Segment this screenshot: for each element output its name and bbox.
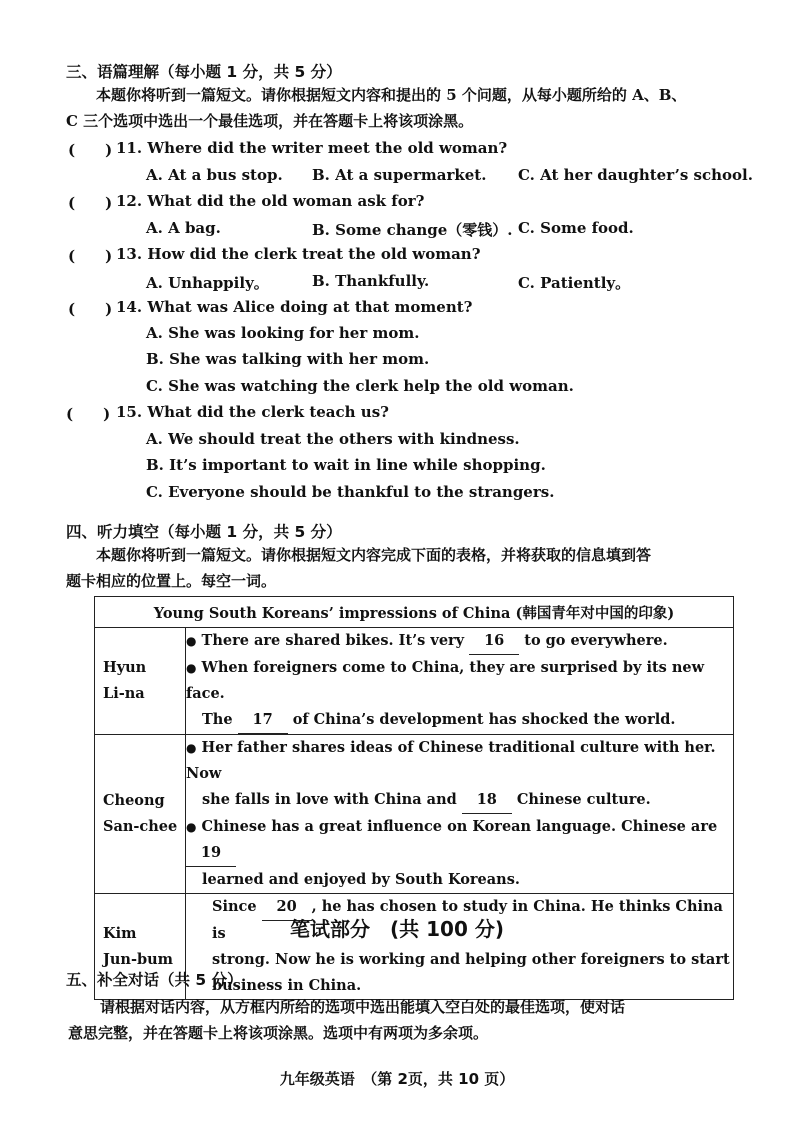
section4-instruction-line2: 题卡相应的位置上。每空一词。 (66, 572, 277, 590)
q12-option-b: B. Some change（零钱）. (312, 221, 513, 239)
bullet-icon: ● (186, 661, 197, 675)
q11-option-c: C. At her daughter’s school. (518, 166, 753, 184)
question-12: 12. What did the old woman ask for? (116, 192, 425, 210)
row2-bullet1-line1: Her father shares ideas of Chinese traditional culture with her. Now (186, 739, 716, 782)
person-name-line2: Jun-bum (103, 950, 173, 968)
section3-title: 三、语篇理解（每小题 1 分，共 5 分） (66, 63, 342, 81)
person-name-line1: Hyun (103, 659, 147, 676)
section5-title: 五、补全对话（共 5 分） (66, 971, 243, 989)
q15-option-b: B. It’s important to wait in line while shopping. (146, 456, 546, 474)
answer-paren-15: ( ) (66, 405, 111, 423)
row2-bullet1-post: Chinese culture. (516, 791, 651, 808)
q11-option-b: B. At a supermarket. (312, 166, 487, 184)
row3-line2: strong. Now he is working and helping other foreigners to start (212, 951, 730, 968)
table-row (95, 735, 734, 894)
q13-option-c: C. Patiently。 (518, 274, 631, 292)
bullet-icon: ● (186, 634, 197, 648)
written-part-title: 笔试部分 (共 100 分) (290, 917, 504, 941)
section3-instruction-line1: 本题你将听到一篇短文。请你根据短文内容和提出的 5 个问题，从每小题所给的 A、B、 (96, 86, 687, 104)
row3-line3: business in China. (212, 977, 362, 994)
person-name-cell (95, 735, 186, 894)
row1-bullet1-post: to go everywhere. (524, 632, 668, 649)
row2-bullet2-pre: Chinese has a great influence on Korean language. Chinese are (201, 818, 718, 835)
section4-title: 四、听力填空（每小题 1 分，共 5 分） (66, 523, 342, 541)
answer-paren-12: ( ) (68, 194, 113, 212)
table-row (95, 628, 734, 735)
row2-bullet2-line2: learned and enjoyed by South Koreans. (202, 871, 520, 888)
row2-bullet1-pre: she falls in love with China and (202, 791, 457, 808)
row1-bullet2-pre: The (202, 711, 233, 728)
q12-option-a: A. A bag. (146, 219, 221, 237)
blank-20: 20 (262, 894, 312, 921)
blank-16: 16 (469, 628, 519, 655)
section5-instruction-line2: 意思完整，并在答题卡上将该项涂黑。选项中有两项为多余项。 (68, 1024, 489, 1042)
bullet-icon: ● (186, 820, 197, 834)
answer-paren-11: ( ) (68, 141, 113, 159)
row1-bullet1-pre: There are shared bikes. It’s very (201, 632, 465, 649)
row3-post: , he has chosen to study in China. He thinks China is (212, 898, 723, 942)
q15-option-a: A. We should treat the others with kindness. (146, 430, 520, 448)
q14-option-b: B. She was talking with her mom. (146, 350, 430, 368)
page-footer: 九年级英语 （第 2页，共 10 页） (279, 1070, 515, 1088)
q11-option-a: A. At a bus stop. (146, 166, 283, 184)
q14-option-c: C. She was watching the clerk help the old woman. (146, 377, 574, 395)
q12-option-c: C. Some food. (518, 219, 634, 237)
q13-option-b: B. Thankfully. (312, 272, 430, 290)
person-name-cell (95, 628, 186, 735)
person-name-line1: Kim (103, 924, 137, 942)
section4-instruction-line1: 本题你将听到一篇短文。请你根据短文内容完成下面的表格，并将获取的信息填到答 (96, 546, 652, 564)
person-name-line2: Li-na (103, 685, 145, 702)
table-header: Young South Koreans’ impressions of China (韩国青年对中国的印象) (95, 597, 734, 628)
blank-18: 18 (462, 787, 512, 814)
blank-17: 17 (238, 707, 288, 734)
q14-option-a: A. She was looking for her mom. (146, 324, 420, 342)
question-14: 14. What was Alice doing at that moment? (116, 298, 473, 316)
impression-cell (186, 894, 734, 1000)
question-13: 13. How did the clerk treat the old woman? (116, 245, 481, 263)
row1-bullet2-line1: When foreigners come to China, they are surprised by its new face. (186, 659, 705, 702)
q15-option-c: C. Everyone should be thankful to the strangers. (146, 483, 555, 501)
person-name-line2: San-chee (103, 818, 178, 835)
blank-19: 19 (186, 840, 236, 867)
impression-cell (186, 735, 734, 894)
q13-option-a: A. Unhappily。 (146, 274, 269, 292)
bullet-icon: ● (186, 741, 197, 755)
section5-instruction-line1: 请根据对话内容，从方框内所给的选项中选出能填入空白处的最佳选项，使对话 (100, 998, 626, 1016)
answer-paren-13: ( ) (68, 247, 113, 265)
section3-instruction-line2: C 三个选项中选出一个最佳选项，并在答题卡上将该项涂黑。 (66, 112, 474, 130)
row1-bullet2-post: of China’s development has shocked the world. (292, 711, 676, 728)
row3-pre: Since (212, 898, 257, 915)
question-15: 15. What did the clerk teach us? (116, 403, 389, 421)
question-11: 11. Where did the writer meet the old woman? (116, 139, 508, 157)
impression-cell (186, 628, 734, 735)
person-name-line1: Cheong (103, 792, 165, 809)
answer-paren-14: ( ) (68, 300, 113, 318)
